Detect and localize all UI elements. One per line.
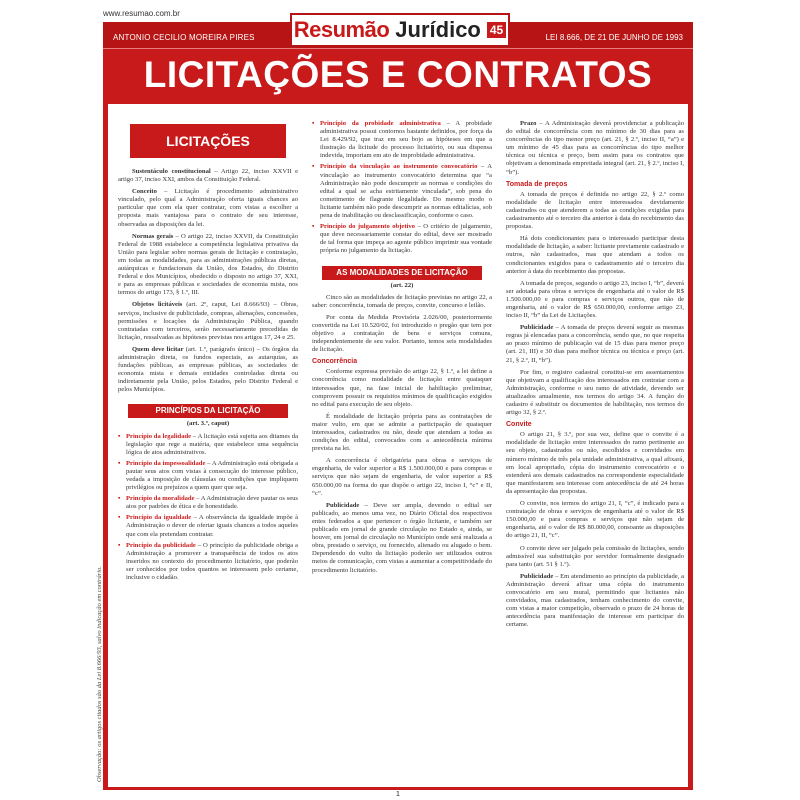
- paragraph: A tomada de preços, segundo o artigo 23, inciso I, “b”, deverá ser adotada para obras e serviços de engenharia até o valor de R$ 1.500.000,00 e para compras e serviços outros, que não de engenharia, até o valor de R$ 650.000,00, conforme artigo 23, inciso II, “b” da Lei de Licitações.: [506, 279, 684, 320]
- paragraph-lead: Quem deve licitar: [132, 345, 184, 353]
- paragraph-text: – Licitação é procedimento administrativo vinculado, pelo qual a Administração oferta iguais chances ao particular que com ela quer contratar, com vistas a escolher a proposta mais vantajosa para o contrato de seu interesse, observadas as disposições da lei.: [118, 188, 298, 228]
- website-url: www.resumao.com.br: [103, 9, 180, 18]
- principle-text: – A Administração deve pautar os seus atos por padrões de ética e de honestidade.: [126, 495, 298, 511]
- principle-text: – O princípio da publicidade obriga a Administração a promover a transparência de todos os atos inseridos no contexto do procedimento licitatório, que poderão ser conhecidos por todos quantos se interessem pelo certame, inclusive o cidadão.: [126, 541, 298, 582]
- paragraph: Cinco são as modalidades de licitação previstas no artigo 22, a saber: concorrência, tomada de preços, convite, concurso e leilão.: [312, 293, 492, 309]
- brand-name-part2: Jurídico: [395, 17, 481, 42]
- paragraph-text: – A Administração deverá providenciar a publicação do edital de concorrência com no mínimo de 30 dias para as concorrências do tipo menor preço (art. 21, § 2.º, inciso II, “a”) e um mínimo de 45 dias para as concorrências do tipo melhor técnica ou técnica e preço, bem assim para os contratos que objetivam a denominada empreitada integral (art. 21, § 2.º, inciso I, “b”).: [506, 120, 685, 176]
- paragraph: Há dois condicionantes para o interessado participar desta modalidade de licitação, a saber: licitante previamente cadastrado e outros, não cadastrados, mas que atendam a todos os condicionantes exigidos para o cadastramento até o terceiro dia anterior à data do recebimento das propostas.: [506, 235, 684, 275]
- band-modalidades: AS MODALIDADES DE LICITAÇÃO: [322, 266, 482, 280]
- paragraph-text: – Em atendimento ao princípio da publicidade, a Administração deverá afixar uma cópia do instrumento convocatório em seu mural, permitindo que licitantes não convidados, mas cadastrados, tenham conhecimento do convite, com vistas a maior competição, observado o prazo de 24 horas de antecedência para manifestação de interesse em participar do certame.: [506, 572, 684, 629]
- subheading-convite: Convite: [506, 421, 532, 429]
- principle-text: – A licitação está sujeita aos ditames da legislação que rege a matéria, que estabelece uma sequência lógica de atos administrativos.: [126, 432, 298, 456]
- side-note: Observação: os artigos citados são da Lei 8.666/93, salvo indicação em contrário.: [96, 566, 103, 782]
- principle-name: Princípio do julgamento objetivo: [320, 223, 415, 231]
- paragraph: [118, 346, 298, 395]
- paragraph-text: (art. 1.º, parágrafo único) – Os órgãos da administração direta, os fundos especiais, as autarquias, as fundações públicas, as empresas públicas, as sociedades de economia mista e demais entidades controladas direta ou indiretamente pela União, pelos Estados, pelo Distrito Federal e pelos Municípios.: [118, 345, 298, 394]
- paragraph: [506, 120, 684, 177]
- paragraph: É modalidade de licitação própria para as contratações de maior vulto, em que se admite a participação de quaisquer interessados, cadastrados ou não, desde que atendam a todas as condições do edital, convocados com a antecedência mínima prevista na lei.: [312, 412, 492, 453]
- paragraph: O convite deve ser julgado pela comissão de licitações, sendo admissível sua substituição por servidor formalmente designado para tanto (art. 51 § 1.º).: [506, 544, 684, 568]
- paragraph: [118, 301, 298, 341]
- principle-name: Princípio da moralidade: [126, 495, 195, 503]
- principle-name: Princípio da vinculação ao instrumento convocatório: [320, 163, 478, 171]
- paragraph-lead: Prazo: [520, 120, 537, 127]
- paragraph: [506, 573, 684, 630]
- principle-text: – O critério de julgamento, que deve necessariamente constar do edital, deve ser mostrado de tal forma que impeça ao agente público imprimir sua vontade própria no julgamento da licitação.: [320, 223, 492, 255]
- band-principios: PRINCÍPIOS DA LICITAÇÃO: [128, 404, 288, 418]
- principle-text: – A observância da igualdade impõe à Administração o dever de ofertar iguais chances a todos aqueles que com ela pretendam contratar.: [126, 514, 298, 538]
- paragraph-text: (art. 2º, caput, Lei 8.666/93) – Obras, serviços, inclusive de publicidade, compras, alienações, concessões, permissões e locações da Administração Pública, quando contratadas com terceiros, serão necessariamente precedidas de licitação, ressalvadas as hipóteses previstas nos artigos 17, 24 e 25.: [118, 301, 298, 341]
- list-item: [118, 514, 298, 538]
- principle-name: Princípio da legalidade: [126, 432, 192, 440]
- principle-text: – A vinculação ao instrumento convocatório determina que “a Administração não pode descumprir as normas e condições do edital a qual se acha estritamente vinculada”, sob pena do cometimento de flagrante ilegalidade. Do mesmo modo o licitante também não pode descumprir as normas editalícias, sob pena de inabilitação ou desclassificação, conforme o caso.: [320, 163, 492, 220]
- column-1: [118, 120, 298, 585]
- page-title: LICITAÇÕES E CONTRATOS: [143, 54, 653, 95]
- paragraph-lead: Publicidade: [326, 501, 360, 509]
- list-item: [118, 542, 298, 582]
- paragraph-text: – Deve ser ampla, devendo o edital ser publicado, ao menos uma vez, no Diário Oficial dos respectivos entes federados a que pertencer o órgão licitante, e também ser publicado em jornal de grande circulação no Estado e, ainda, se houver, em jornal de circulação no Município onde será realizada a obra, prestado o serviço, ou fornecido, alienado ou alugado o bem. Dependendo do vulto da licitação poderão ser utilizados outros meios de comunicação, com vistas a aumentar a competitividade do procedimento licitatório.: [312, 501, 492, 574]
- principle-name: Princípio da impessoalidade: [126, 459, 206, 467]
- paragraph: [118, 188, 298, 228]
- paragraph-text: – A tomada de preços deverá seguir as mesmas regras já elencadas para a concorrência, sendo que, no que respeita ao prazo mínimo de publicação vai de 15 dias para menor preço (art. 21, III) e 30 dias para melhor técnica ou técnica e preço (art. 21, § 2.º, II, “b”).: [506, 324, 684, 364]
- paragraph-lead: Publicidade: [520, 324, 554, 332]
- paragraph-lead: Conceito: [132, 188, 157, 196]
- band-subtitle: (art. 3.º, caput): [186, 420, 230, 428]
- paragraph: [312, 502, 492, 575]
- header-banner: [103, 17, 693, 104]
- paragraph: Por fim, o registro cadastral constitui-se em assentamentos que objetivam a qualificação dos interessados em contratar com a Administração, conforme o seu ramo de atividade, devendo ser atualizados anualmente, nos termos do artigo 34. A função do cadastro é substituir os documentos de habilitação, nos termos do artigo 32, § 2.º.: [506, 368, 684, 417]
- paragraph-lead: Normas gerais: [132, 232, 174, 240]
- list-item: [118, 495, 298, 511]
- paragraph-lead: Publicidade: [520, 572, 554, 580]
- law-reference: LEI 8.666, DE 21 DE JUNHO DE 1993: [545, 33, 683, 42]
- principle-name: Princípio da publicidade: [126, 541, 196, 549]
- principles-list: [118, 433, 298, 583]
- paragraph: O convite, nos termos do artigo 21, I, “c”, é indicado para a contratação de obras e serviços de engenharia até o valor de R$ 150.000,00 e para compras e serviços que não sejam de engenharia, até o valor de R$ 80.000,00, consoante as disposições do artigo 21, II, “c”.: [506, 500, 684, 540]
- brand-logo: [290, 13, 510, 47]
- paragraph: A tomada de preços é definida no artigo 22, § 2.º como modalidade de licitação entre interessados devidamente cadastrados ou que atenderem a todas as condições exigidas para cadastramento até o terceiro dia anterior à data do recebimento das propostas.: [506, 190, 684, 231]
- column-2: [312, 120, 492, 579]
- principles-list-continued: [312, 120, 492, 256]
- paragraph: A concorrência é obrigatória para obras e serviços de engenharia, de valor superior a R$ 1.500.000,00 e para compras e serviços que não sejam de engenharia, de valor superior a R$ 650.000,00 na forma do que dispõe o artigo 22, inciso I, “c” e II, “c”.: [312, 457, 492, 497]
- principle-text: – A Administração está obrigada a pautar seus atos com vistas à consecução do interesse público, vedada a imposição de cláusulas ou condições que impliquem privilégios ou prejuízos a quem quer que seja.: [126, 459, 298, 492]
- paragraph-lead: Sustentáculo constitucional: [132, 168, 211, 175]
- subheading-tomada-de-precos: Tomada de preços: [506, 180, 568, 188]
- paragraph: [506, 324, 684, 364]
- paragraph: [118, 168, 298, 184]
- band-subtitle: (art. 22): [390, 281, 414, 289]
- principle-name: Princípio da igualdade: [126, 514, 192, 522]
- list-item: [118, 433, 298, 457]
- paragraph: Conforme expressa previsão do artigo 22, § 1.º, a lei define a concorrência como modalidade de licitação entre quaisquer interessados que, na fase inicial de habilitação preliminar, comprovem possuir os requisitos mínimos de qualificação exigidos no edital para execução de seu objeto.: [312, 368, 492, 408]
- list-item: [312, 163, 492, 220]
- section-title-licitacoes: LICITAÇÕES: [130, 124, 286, 158]
- paragraph-text: – O artigo 22, inciso XXVII, da Constituição Federal de 1988 estabelece a competência legislativa privativa da União para legislar sobre normas gerais de licitação e contratação, em todas as modalidades, para as administrações públicas diretas, autárquicas e fundacionais da União, dos Estados, do Distrito Federal e dos Municípios, obedecido o disposto no artigo 37, XXI, e para as empresas públicas e sociedades de economia mista, nos termos do artigo 173, § 1.º, III.: [118, 232, 298, 297]
- paragraph: Por conta da Medida Provisória 2.026/00, posteriormente convertida na Lei 10.520/02, foi introduzido o pregão que tem por objetivo a contratação de bens e serviços comuns, independentemente de seu valor. Portanto, temos seis modalidades de licitação.: [312, 313, 492, 354]
- column-3: [506, 120, 684, 633]
- author-name: ANTONIO CECILIO MOREIRA PIRES: [113, 33, 255, 42]
- list-item: [312, 120, 492, 160]
- paragraph: O artigo 21, § 3.º, por sua vez, define que o convite é a modalidade de licitação entre interessados do ramo pertinente ao seu objeto, cadastrados ou não, escolhidos e convidados em número mínimo de três pela unidade administrativa, a qual afixará, em local apropriado, cópia do instrumento convocatório e o estenderá aos demais cadastrados na correspondente especialidade que manifestarem seu interesse com antecedência de até 24 horas da apresentação das propostas.: [506, 431, 684, 495]
- brand-number-badge: 45: [487, 22, 506, 38]
- paragraph: [118, 233, 298, 298]
- list-item: [118, 460, 298, 492]
- principle-text: – A probidade administrativa possui contornos bastante definidos, por força da Lei 8.429/92, que traz em seu bojo as hipóteses em que a ilustração da licitude do processo licitatório, ou sua dispensa indevida, importam em ato de improbidade administrativa.: [320, 120, 492, 160]
- paragraph-text: – Artigo 22, inciso XXVII e artigo 37, inciso XXI, ambos da Constituição Federal.: [118, 168, 298, 184]
- subheading-concorrencia: Concorrência: [312, 358, 358, 366]
- brand-name-part1: Resumão: [293, 17, 390, 42]
- page-number: 1: [396, 791, 400, 798]
- paragraph-lead: Objetos licitáveis: [132, 301, 183, 309]
- list-item: [312, 223, 492, 255]
- principle-name: Princípio da probidade administrativa: [320, 120, 441, 127]
